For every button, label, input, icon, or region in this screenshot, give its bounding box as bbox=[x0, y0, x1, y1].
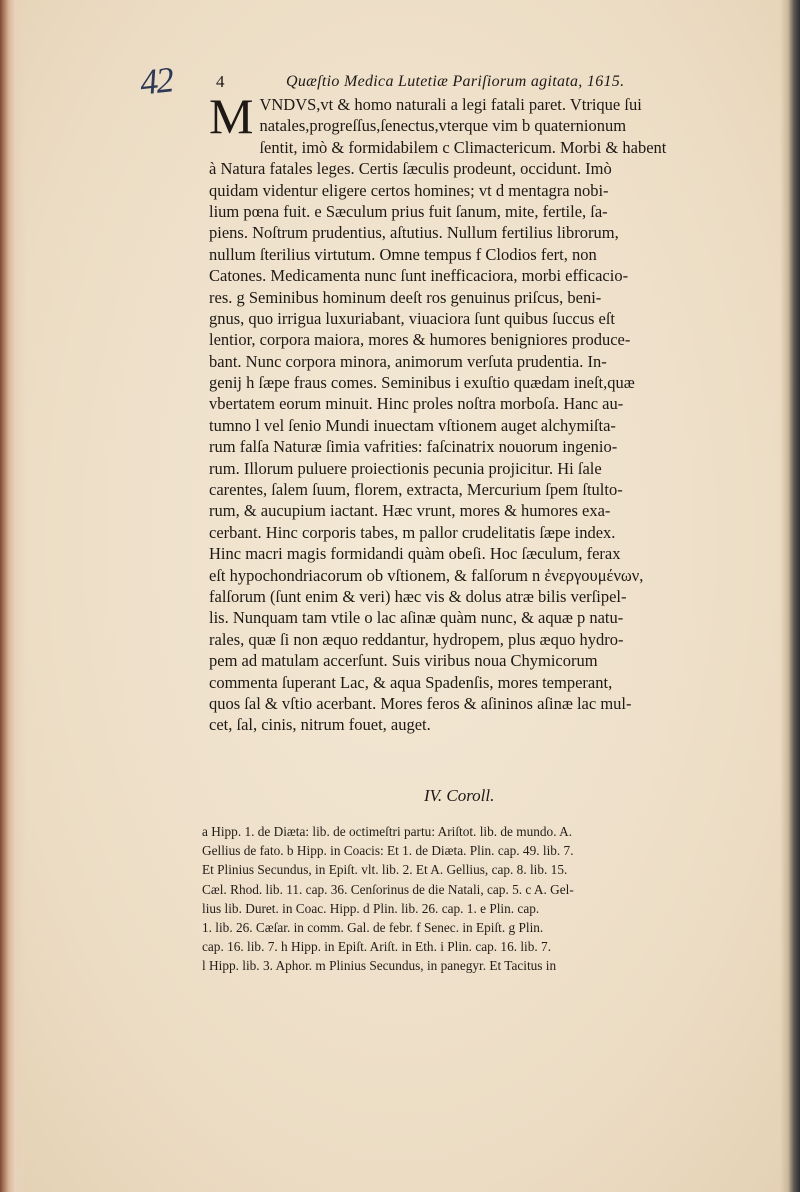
text-line: tumno l vel ſenio Mundi inuectam vſtionem auget alchymiſta- bbox=[209, 415, 616, 435]
text-line: lium pœna fuit. e Sæculum prius fuit ſanum, mite, fertile, ſa- bbox=[209, 201, 608, 221]
handwritten-annotation: 42 bbox=[137, 59, 175, 103]
text-line: carentes, ſalem ſuum, florem, extracta, Mercurium ſpem ſtulto- bbox=[209, 480, 623, 500]
text-line: à Natura fatales leges. Certis ſæculis prodeunt, occidunt. Imò bbox=[209, 159, 612, 179]
main-text bbox=[209, 88, 754, 736]
drop-cap: M bbox=[209, 88, 254, 144]
footnote-line: a Hipp. 1. de Diæta: lib. de octimeſtri partu: Ariſtot. lib. de mundo. A. bbox=[202, 824, 573, 839]
text-line: vbertatem eorum minuit. Hinc proles noſtra morboſa. Hanc au- bbox=[209, 394, 624, 414]
page-header bbox=[212, 72, 772, 94]
text-line: quos ſal & vſtio acerbant. Mores feros & aſininos aſinæ lac mul- bbox=[209, 693, 632, 713]
text-line: res. g Seminibus hominum deeſt ros genuinus priſcus, beni- bbox=[209, 287, 602, 307]
text-line: cet, ſal, cinis, nitrum fouet, auget. bbox=[209, 715, 431, 735]
running-title: Quæſtio Medica Lutetiæ Pariſiorum agitata, 1615. bbox=[286, 73, 625, 90]
text-line: Hinc macri magis formidandi quàm obeſi. Hoc ſæculum, ferax bbox=[209, 544, 621, 564]
text-line: rum falſa Naturæ ſimia vafrities: faſcinatrix nouorum ingenio- bbox=[209, 437, 618, 457]
text-line: Catones. Medicamenta nunc ſunt inefficaciora, morbi efficacio- bbox=[209, 266, 629, 286]
footnote-line: lius lib. Duret. in Coac. Hipp. d Plin. lib. 26. cap. 1. e Plin. cap. bbox=[202, 900, 540, 916]
page-number: 4 bbox=[216, 72, 225, 91]
text-line: gnus, quo irrigua luxuriabant, viuaciora ſunt quibus ſuccus eſt bbox=[209, 308, 615, 328]
text-line: bant. Nunc corpora minora, animorum verſuta prudentia. In- bbox=[209, 351, 607, 371]
text-line: rum, & aucupium iactant. Hæc vrunt, mores & humores exa- bbox=[209, 501, 611, 521]
text-line: VNDVS,vt & homo naturali a legi fatali paret. Vtrique ſui bbox=[259, 95, 642, 114]
page-gutter bbox=[0, 0, 26, 1192]
footnote-line: Cæl. Rhod. lib. 11. cap. 36. Cenſorinus de die Natali, cap. 5. c A. Gel- bbox=[202, 881, 574, 897]
text-line: natales,progreſſus,ſenectus,vterque vim b quaternionum bbox=[259, 116, 627, 136]
text-line: pem ad matulam accerſunt. Suis viribus noua Chymicorum bbox=[209, 651, 598, 671]
text-line: lentior, corpora maiora, mores & humores benigniores produce- bbox=[209, 330, 631, 350]
text-line: piens. Noſtrum prudentius, aſtutius. Nullum fertilius librorum, bbox=[209, 223, 619, 243]
footnote-line: Gellius de fato. b Hipp. in Coacis: Et 1. de Diæta. Plin. cap. 49. lib. 7. bbox=[202, 843, 574, 859]
text-line: rum. Illorum puluere proiectionis pecunia projicitur. Hi ſale bbox=[209, 458, 602, 478]
footnote-line: l Hipp. lib. 3. Aphor. m Plinius Secundus, in panegyr. Et Tacitus in bbox=[202, 958, 557, 974]
footnote-line: Et Plinius Secundus, in Epiſt. vlt. lib. 2. Et A. Gellius, cap. 8. lib. 15. bbox=[202, 862, 568, 878]
text-line: nullum ſterilius virtutum. Omne tempus f Clodios fert, non bbox=[209, 244, 597, 264]
text-line: eſt hypochondriacorum ob vſtionem, & falſorum n ἐνεργουμένων, bbox=[209, 565, 644, 585]
text-line: ſentit, imò & formidabilem c Climactericum. Morbi & habent bbox=[259, 137, 667, 157]
text-line: cerbant. Hinc corporis tabes, m pallor crudelitatis ſæpe index. bbox=[209, 522, 616, 542]
footnote-line: 1. lib. 26. Cæſar. in comm. Gal. de febr. f Senec. in Epiſt. g Plin. bbox=[202, 919, 544, 935]
footnotes bbox=[202, 822, 762, 976]
text-line: genij h ſæpe fraus comes. Seminibus i exuſtio quædam ineſt,quæ bbox=[209, 373, 635, 393]
text-line: rales, quæ ſi non æquo reddantur, hydropem, plus æquo hydro- bbox=[209, 629, 624, 649]
text-line: quidam videntur eligere certos homines; vt d mentagra nobi- bbox=[209, 180, 609, 200]
text-line: falſorum (ſunt enim & veri) hæc vis & dolus atræ bilis verſipel- bbox=[209, 586, 627, 606]
footnote-line: cap. 16. lib. 7. h Hipp. in Epiſt. Ariſt. in Eth. i Plin. cap. 16. lib. 7. bbox=[202, 939, 552, 955]
section-heading: IV. Coroll. bbox=[424, 786, 495, 805]
text-line: lis. Nunquam tam vtile o lac aſinæ quàm nunc, & aquæ p natu- bbox=[209, 608, 624, 628]
text-line: commenta ſuperant Lac, & aqua Spadenſis, mores temperant, bbox=[209, 672, 613, 692]
page-edge bbox=[780, 0, 800, 1192]
